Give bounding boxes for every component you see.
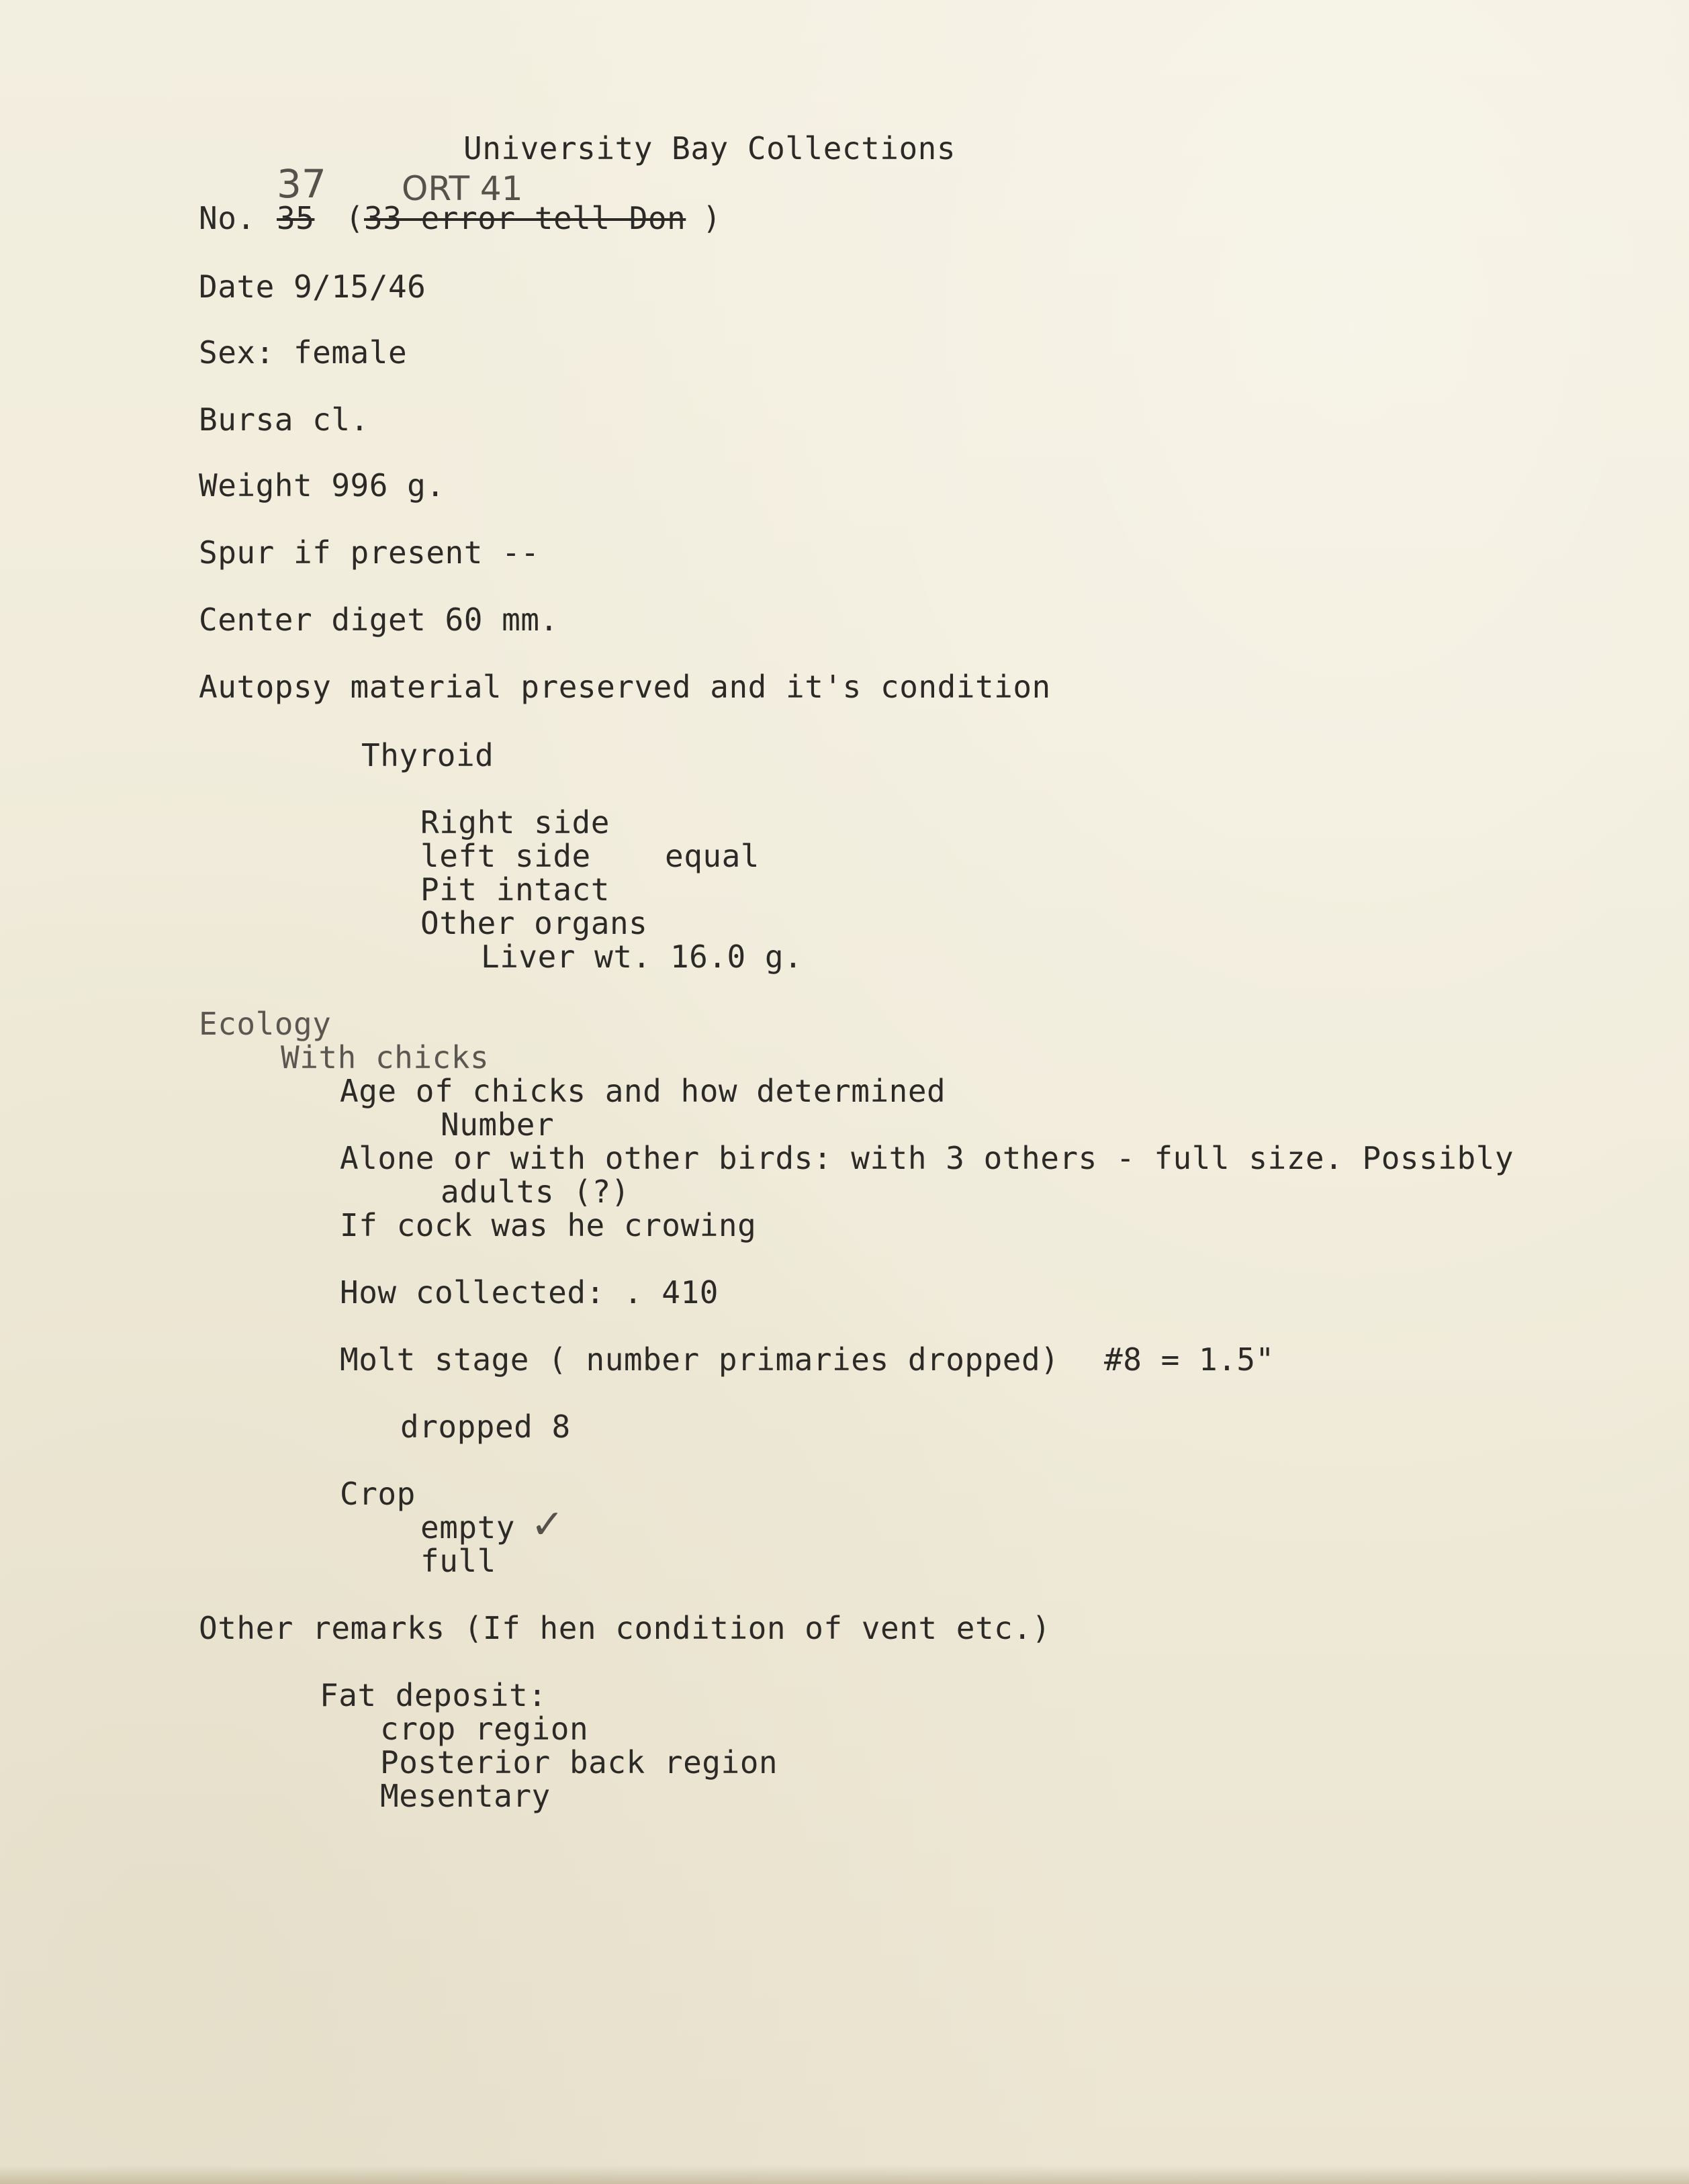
weight-field: Weight 996 g. [199, 467, 445, 504]
cock-crowing-label: If cock was he crowing [340, 1207, 757, 1243]
record-number-handwritten: 37 [277, 161, 326, 207]
thyroid-label: Thyroid [361, 737, 494, 773]
crop-full: full [420, 1543, 496, 1579]
molt-stage-value: #8 = 1.5" [1104, 1341, 1275, 1378]
bursa-field: Bursa cl. [199, 401, 369, 438]
left-side-label: left side [420, 838, 591, 874]
adults-note: adults (?) [441, 1174, 630, 1210]
autopsy-heading: Autopsy material preserved and it's condition [199, 669, 1051, 705]
right-side-label: Right side [420, 804, 610, 841]
molt-stage-label: Molt stage ( number primaries dropped) [340, 1341, 1060, 1378]
alone-or-with-birds: Alone or with other birds: with 3 others - full size. Possibly [340, 1140, 1514, 1176]
other-remarks-heading: Other remarks (If hen condition of vent etc.) [199, 1610, 1051, 1646]
date-field: Date 9/15/46 [199, 269, 426, 305]
with-chicks-label: With chicks [281, 1039, 490, 1076]
page-title: University Bay Collections [463, 130, 956, 167]
crop-region-label: crop region [380, 1711, 589, 1747]
crop-label: Crop [340, 1476, 416, 1512]
liver-weight: Liver wt. 16.0 g. [481, 939, 803, 975]
dropped-note: dropped 8 [400, 1409, 571, 1445]
number-label: Number [441, 1106, 555, 1143]
thyroid-equal: equal [665, 838, 760, 874]
center-digit-field: Center diget 60 mm. [199, 602, 559, 638]
error-note-close: ) [702, 200, 722, 236]
age-of-chicks-label: Age of chicks and how determined [340, 1073, 946, 1109]
sex-field: Sex: female [199, 334, 408, 371]
error-note-open: ( [345, 200, 365, 236]
checkmark-icon: ✓ [531, 1501, 565, 1548]
mesentary-label: Mesentary [380, 1778, 551, 1814]
paper-bottom-edge [0, 2165, 1689, 2184]
posterior-back-label: Posterior back region [380, 1744, 778, 1781]
pit-label: Pit intact [420, 871, 610, 908]
crop-empty: empty [420, 1509, 515, 1546]
record-number-struck: 35 [277, 200, 315, 236]
error-note: 33 error tell Don [364, 200, 686, 236]
other-organs-label: Other organs [420, 905, 648, 941]
record-number-label: No. [199, 200, 256, 236]
ecology-heading: Ecology [199, 1006, 332, 1042]
how-collected-field: How collected: . 410 [340, 1274, 719, 1311]
spur-field: Spur if present -- [199, 534, 540, 571]
fat-deposit-label: Fat deposit: [320, 1677, 547, 1713]
record-number-handwritten-note: ORT 41 [402, 169, 523, 208]
